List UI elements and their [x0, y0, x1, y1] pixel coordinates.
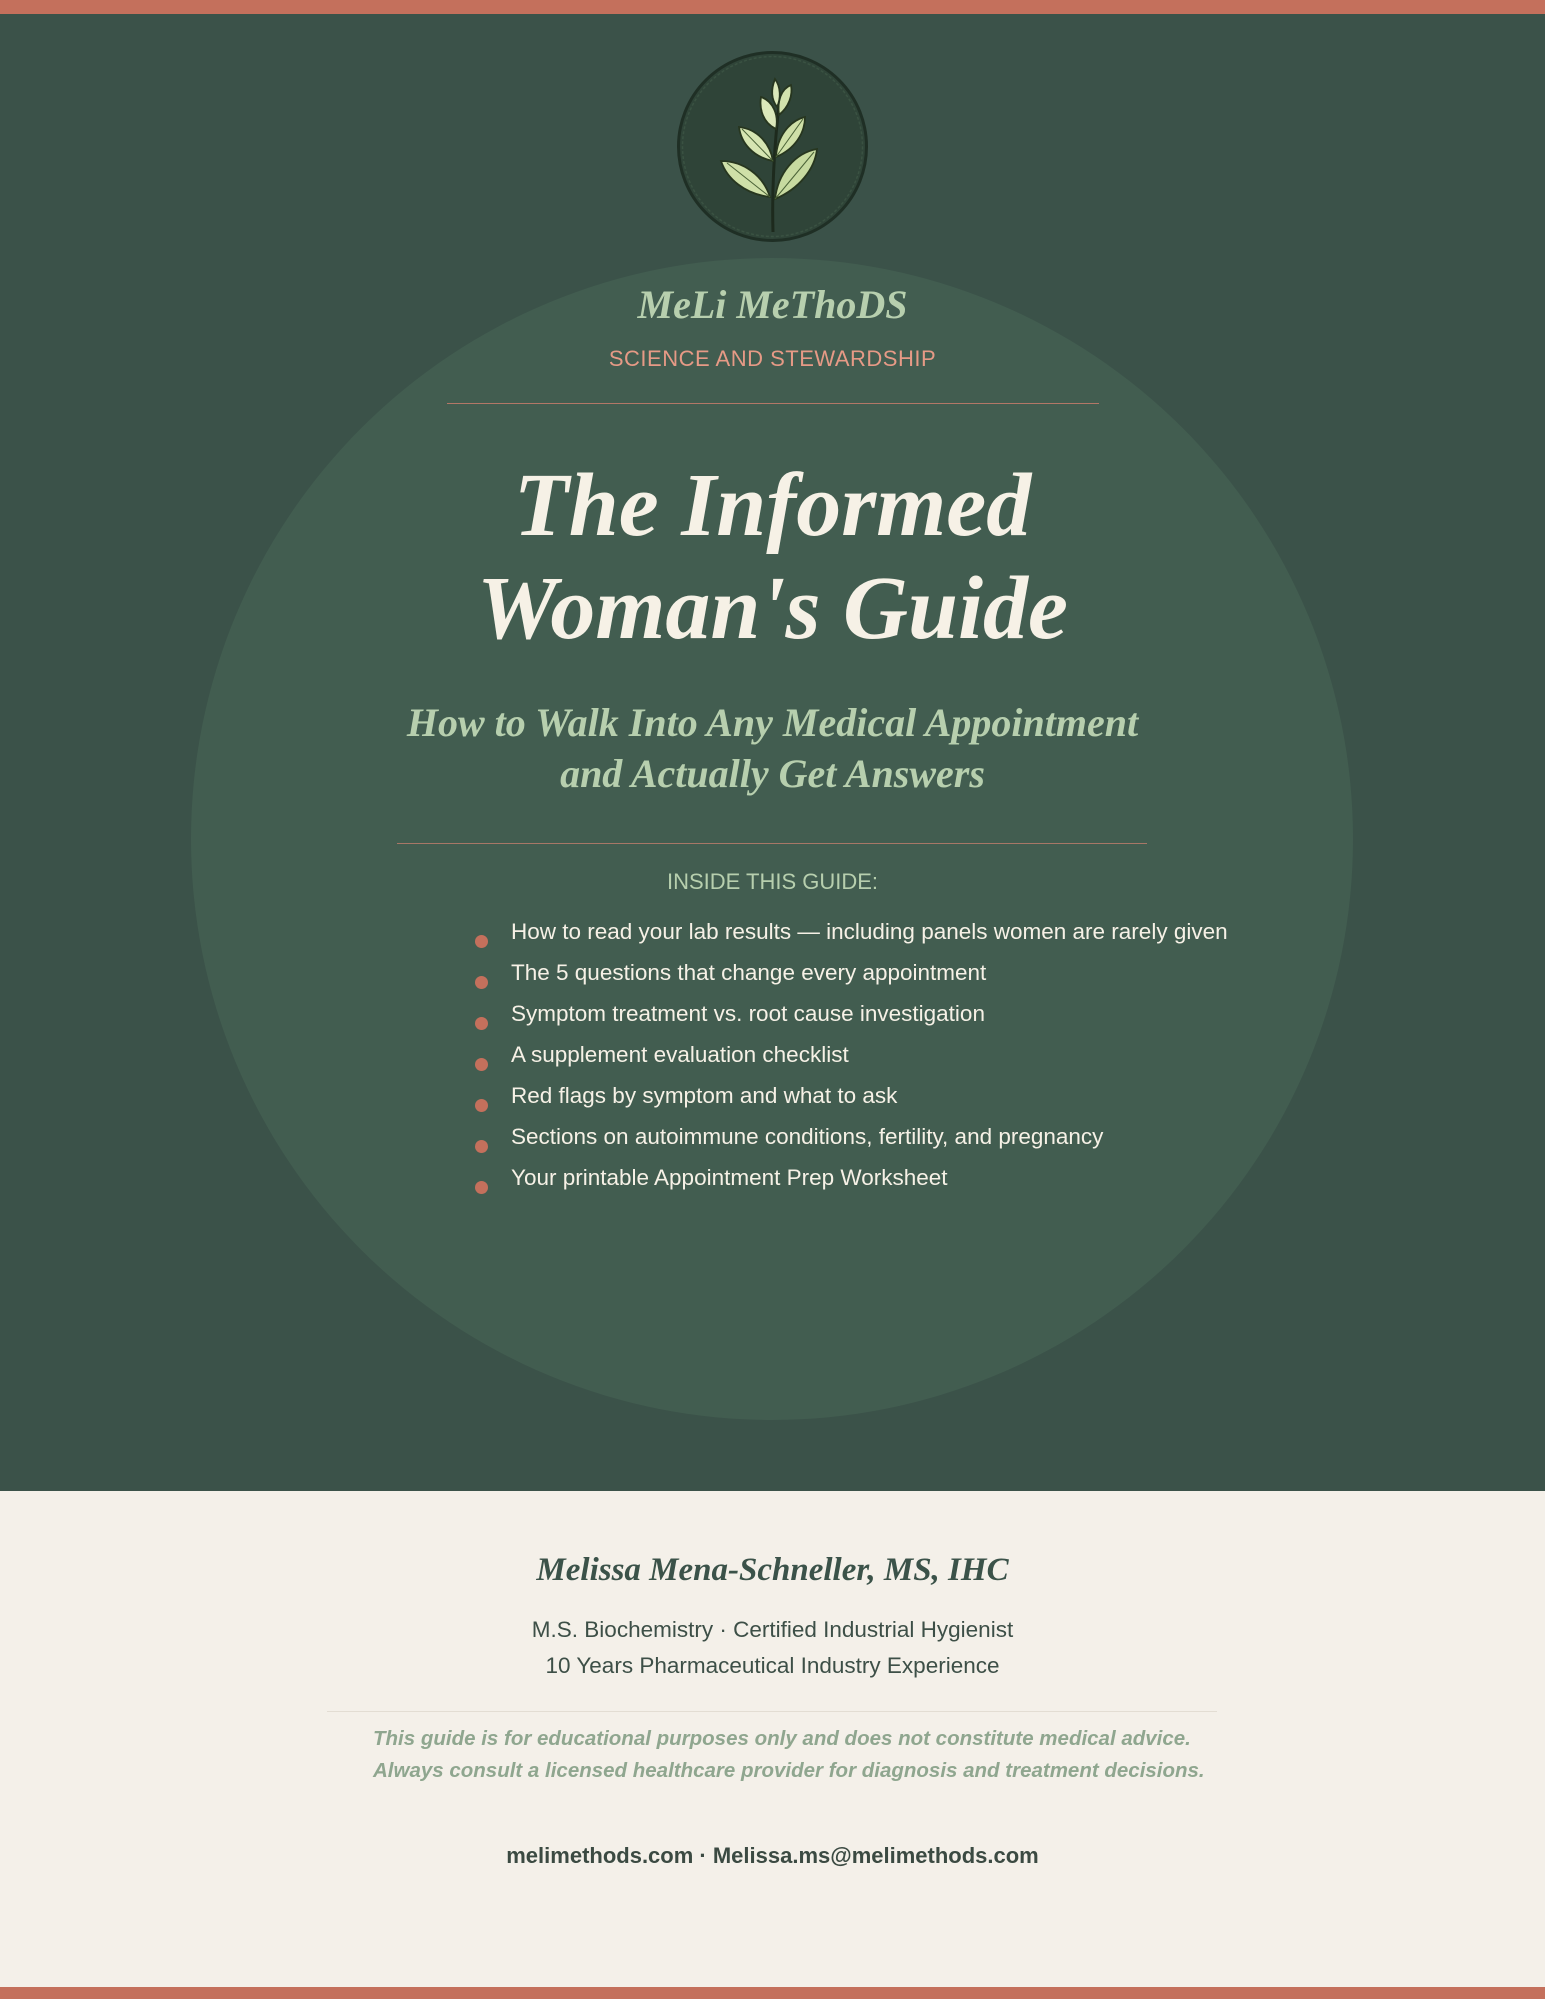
feature-text: How to read your lab results — including panels women are rarely given [511, 919, 1228, 944]
subtitle-line-2: and Actually Get Answers [560, 751, 985, 796]
author-credentials-line-1: M.S. Biochemistry · Certified Industrial Hygienist [531, 1617, 1014, 1642]
bullet-dot-icon [475, 1099, 488, 1112]
bullet-dot-icon [475, 1181, 488, 1194]
feature-text: Red flags by symptom and what to ask [511, 1083, 898, 1108]
brand-name: MeLi MeThoDS [637, 282, 908, 327]
top-accent-bar [0, 0, 1545, 14]
bullet-dot-icon [475, 935, 488, 948]
bottom-accent-bar [0, 1987, 1545, 1999]
inside-guide-heading: INSIDE THIS GUIDE: [666, 869, 879, 894]
bullet-dot-icon [475, 1058, 488, 1071]
subtitle-line-1: How to Walk Into Any Medical Appointment [406, 700, 1139, 745]
guide-title [0, 454, 1545, 660]
feature-text: Symptom treatment vs. root cause investigation [511, 1001, 985, 1026]
bullet-dot-icon [475, 976, 488, 989]
contact-info: melimethods.com · Melissa.ms@melimethods.com [506, 1843, 1039, 1868]
divider-top [447, 403, 1099, 404]
leaf-sprig-logo-icon [675, 49, 870, 244]
hero-section [0, 14, 1545, 1491]
disclaimer-line-2: Always consult a licensed healthcare provider for diagnosis and treatment decisions. [373, 1759, 1205, 1782]
brand-tagline: SCIENCE AND STEWARDSHIP [608, 346, 937, 371]
divider-bottom [327, 1711, 1217, 1712]
title-line-2: Woman's Guide [477, 559, 1068, 658]
title-line-1: The Informed [513, 456, 1032, 555]
feature-text: Your printable Appointment Prep Worksheet [511, 1165, 948, 1190]
disclaimer-line-1: This guide is for educational purposes only and does not constitute medical advice. [373, 1727, 1191, 1750]
bullet-dot-icon [475, 1017, 488, 1030]
bullet-dot-icon [475, 1140, 488, 1153]
author-name: Melissa Mena-Schneller, MS, IHC [536, 1552, 1009, 1588]
author-credentials-line-2: 10 Years Pharmaceutical Industry Experience [545, 1653, 1000, 1678]
guide-subtitle [0, 697, 1545, 799]
feature-text: Sections on autoimmune conditions, fertility, and pregnancy [511, 1124, 1104, 1149]
feature-text: The 5 questions that change every appointment [511, 960, 987, 985]
divider-middle [397, 843, 1147, 844]
background-circle [191, 258, 1353, 1420]
feature-text: A supplement evaluation checklist [511, 1042, 849, 1067]
